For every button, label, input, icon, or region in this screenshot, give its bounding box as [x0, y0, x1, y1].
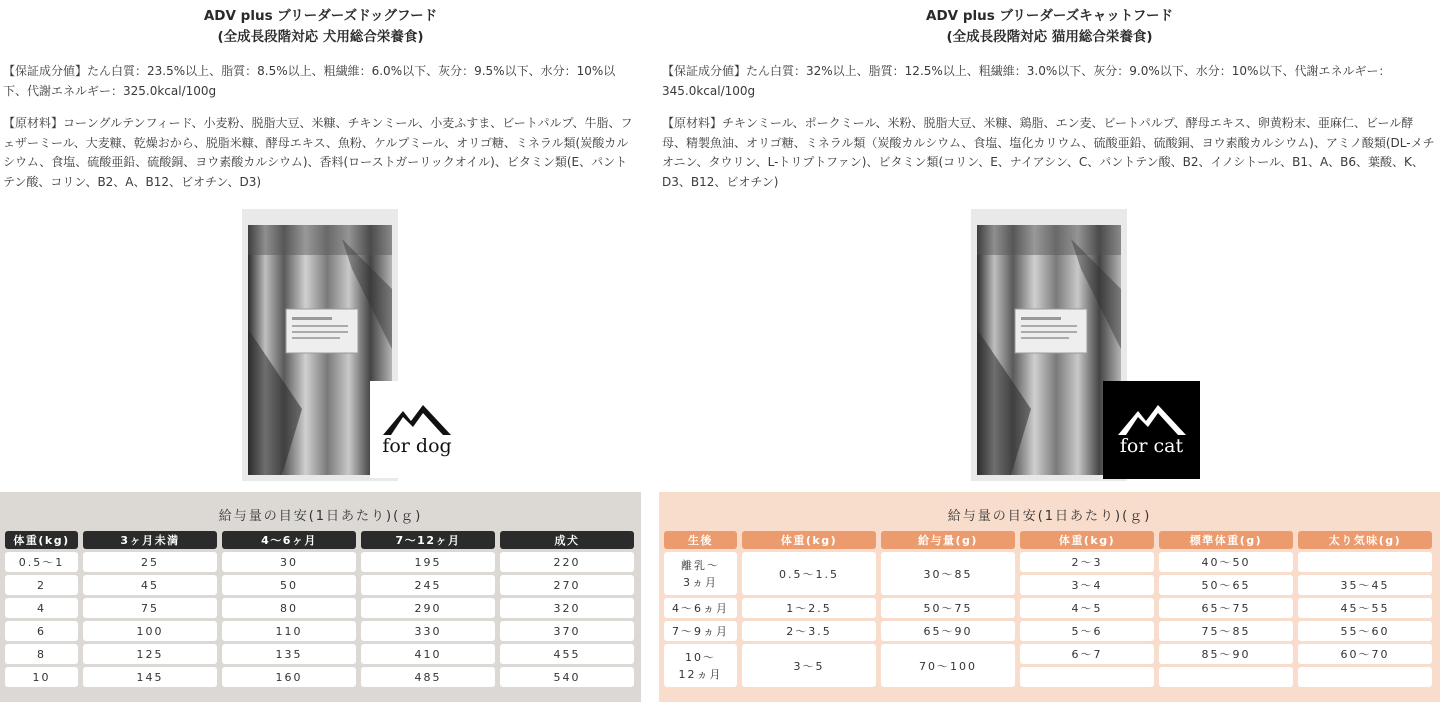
table-row	[664, 644, 1432, 664]
table-cell: 2	[5, 575, 78, 595]
table-cell: 85〜90	[1159, 644, 1293, 664]
table-cell: 50〜65	[1159, 575, 1293, 595]
table-row	[664, 598, 1432, 618]
table-cell: 6	[5, 621, 78, 641]
for-cat-text: for cat	[1119, 435, 1184, 457]
cat-col-kitten-amount: 給与量(g)	[881, 531, 1015, 549]
table-cell	[1298, 667, 1432, 687]
table-cell: 30〜85	[881, 552, 1015, 595]
dog-col-weight: 体重(kg)	[5, 531, 78, 549]
dog-product-title	[0, 0, 641, 48]
dog-food-section	[0, 0, 641, 457]
cat-col-kitten-weight: 体重(kg)	[742, 531, 876, 549]
table-cell: 2〜3	[1020, 552, 1154, 572]
table-cell: 30	[222, 552, 356, 572]
table-cell	[1298, 552, 1432, 572]
table-cell: 40〜50	[1159, 552, 1293, 572]
table-cell: 540	[500, 667, 634, 687]
table-cell: 4	[5, 598, 78, 618]
table-cell: 3〜5	[742, 644, 876, 687]
dog-feeding-title: 給与量の目安(1日あたり)(ｇ)	[218, 509, 423, 524]
table-cell: 70〜100	[881, 644, 1015, 687]
table-row	[5, 621, 634, 641]
table-cell: 65〜90	[881, 621, 1015, 641]
table-row	[5, 575, 634, 595]
cat-title-line1: ADV plus ブリーダーズキャットフード	[926, 8, 1173, 24]
for-dog-text: for dog	[382, 434, 452, 457]
table-cell: 195	[361, 552, 495, 572]
table-cell: 10	[5, 667, 78, 687]
dog-ingredients: 【原材料】コーングルテンフィード、小麦粉、脱脂大豆、米糠、チキンミール、小麦ふすま、ビートパルプ、牛脂、フェザーミール、大麦糠、乾燥おから、脱脂米糠、酵母エキス、魚粉、ケルプミール、オリゴ糖、ミネラル類(炭酸カルシウム、食塩、硫酸亜鉛、硫酸銅、ヨウ素酸カルシウム)、香料(ローストガーリックオイル)、ビタミン類(E、パントテン酸、コリン、B2、A、B12、ビオチン、D3)	[3, 116, 633, 189]
table-cell: 0.5〜1	[5, 552, 78, 572]
table-cell: 145	[83, 667, 217, 687]
table-cell: 125	[83, 644, 217, 664]
table-cell: 110	[222, 621, 356, 641]
table-cell: 330	[361, 621, 495, 641]
table-cell: 75	[83, 598, 217, 618]
cat-feeding-title: 給与量の目安(1日あたり)(ｇ)	[947, 509, 1152, 524]
table-cell: 220	[500, 552, 634, 572]
table-cell: 6〜7	[1020, 644, 1154, 664]
table-cell: 3〜4	[1020, 575, 1154, 595]
table-cell: 320	[500, 598, 634, 618]
table-cell: 5〜6	[1020, 621, 1154, 641]
table-cell: 35〜45	[1298, 575, 1432, 595]
dog-guaranteed-analysis: 【保証成分値】たん白質：23.5%以上、脂質：8.5%以上、粗繊維：6.0%以下、灰分：9.5%以下、水分：10%以下、代謝エネルギー：325.0kcal/100g	[3, 64, 616, 98]
table-cell: 8	[5, 644, 78, 664]
dog-col-4to6: 4〜6ヶ月	[222, 531, 356, 549]
dog-title-line2: (全成長段階対応 犬用総合栄養食)	[217, 29, 424, 45]
mountain-icon	[381, 403, 453, 437]
table-cell: 45	[83, 575, 217, 595]
cat-feeding-table	[659, 528, 1437, 690]
table-cell: 160	[222, 667, 356, 687]
table-cell: 50〜75	[881, 598, 1015, 618]
dog-col-adult: 成犬	[500, 531, 634, 549]
age-line2: 3ヵ月	[683, 575, 718, 589]
table-cell: 270	[500, 575, 634, 595]
table-cell	[1020, 667, 1154, 687]
cat-product-title	[659, 0, 1440, 48]
mountain-icon	[1116, 403, 1188, 437]
table-row	[5, 667, 634, 687]
dog-feeding-guide	[0, 492, 641, 702]
cat-food-section	[659, 0, 1440, 457]
table-cell: 7〜9ヵ月	[664, 621, 737, 641]
table-cell: 1〜2.5	[742, 598, 876, 618]
table-row	[5, 598, 634, 618]
cat-ingredients: 【原材料】チキンミール、ポークミール、米粉、脱脂大豆、米糠、鶏脂、エン麦、ビートパルプ、酵母エキス、卵黄粉末、亜麻仁、ビール酵母、精製魚油、オリゴ糖、ミネラル類（炭酸カルシウム、食塩、塩化カリウム、硫酸亜鉛、硫酸銅、ヨウ素酸カルシウム)、アミノ酸類(DL-メチオニン、タウリン、L-トリプトファン)、ビタミン類(コリン、E、ナイアシン、C、パントテン酸、B2、イノシトール、B1、A、B6、葉酸、K、D3、B12、ビオチン)	[662, 116, 1435, 189]
table-cell: 45〜55	[1298, 598, 1432, 618]
table-cell: 80	[222, 598, 356, 618]
table-row	[664, 552, 1432, 572]
dog-title-line1: ADV plus ブリーダーズドッグフード	[203, 8, 438, 24]
table-cell: 455	[500, 644, 634, 664]
table-cell: 4〜6ヵ月	[664, 598, 737, 618]
table-cell	[664, 644, 737, 687]
table-cell	[664, 552, 737, 595]
table-cell: 100	[83, 621, 217, 641]
dog-feeding-table	[0, 528, 639, 690]
for-cat-logo	[1103, 381, 1200, 479]
dog-col-7to12: 7〜12ヶ月	[361, 531, 495, 549]
cat-feeding-guide	[659, 492, 1440, 702]
table-row	[5, 644, 634, 664]
table-cell: 290	[361, 598, 495, 618]
table-cell: 60〜70	[1298, 644, 1432, 664]
table-cell: 135	[222, 644, 356, 664]
age-line1: 10〜	[685, 650, 716, 664]
table-row	[5, 552, 634, 572]
table-cell: 485	[361, 667, 495, 687]
cat-col-age: 生後	[664, 531, 737, 549]
age-line1: 離乳〜	[681, 558, 720, 572]
table-cell: 4〜5	[1020, 598, 1154, 618]
table-cell: 75〜85	[1159, 621, 1293, 641]
table-cell	[1159, 667, 1293, 687]
cat-col-overweight: 太り気味(g)	[1298, 531, 1432, 549]
table-cell: 2〜3.5	[742, 621, 876, 641]
table-cell: 55〜60	[1298, 621, 1432, 641]
cat-guaranteed-analysis: 【保証成分値】たん白質：32%以上、脂質：12.5%以上、粗繊維：3.0%以下、灰分：9.0%以下、水分：10%以下、代謝エネルギー：345.0kcal/100g	[662, 64, 1391, 98]
for-dog-logo	[370, 381, 464, 478]
dog-col-under3: 3ヶ月未満	[83, 531, 217, 549]
table-cell: 50	[222, 575, 356, 595]
age-line2: 12ヵ月	[678, 667, 723, 681]
cat-col-adult-weight: 体重(kg)	[1020, 531, 1154, 549]
table-cell: 245	[361, 575, 495, 595]
table-cell: 65〜75	[1159, 598, 1293, 618]
dog-product-image	[242, 209, 472, 481]
table-row	[664, 621, 1432, 641]
table-cell: 0.5〜1.5	[742, 552, 876, 595]
table-cell: 370	[500, 621, 634, 641]
table-cell: 410	[361, 644, 495, 664]
table-cell: 25	[83, 552, 217, 572]
cat-col-standard: 標準体重(g)	[1159, 531, 1293, 549]
cat-product-image	[971, 209, 1201, 481]
cat-title-line2: (全成長段階対応 猫用総合栄養食)	[946, 29, 1153, 45]
